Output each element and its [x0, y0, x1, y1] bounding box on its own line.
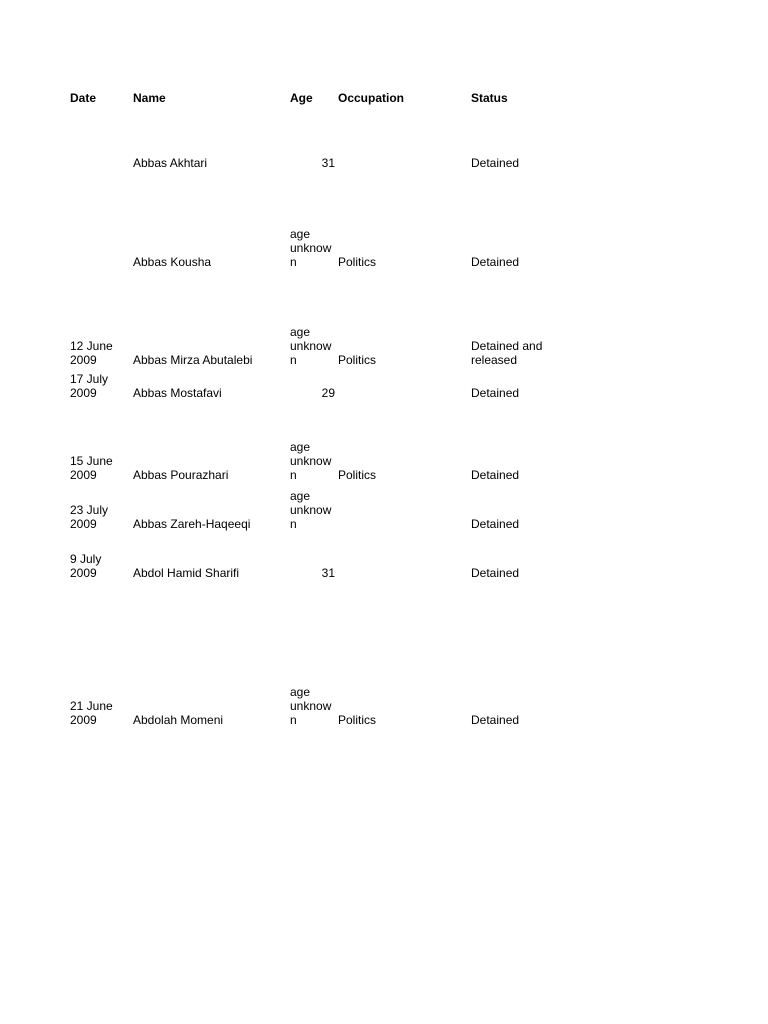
header-age: Age: [290, 91, 313, 105]
cell-name: Abbas Kousha: [133, 255, 212, 269]
cell-status: Detained: [471, 517, 520, 531]
cell-occupation: Politics: [338, 713, 377, 727]
table-row: [0, 660, 768, 727]
header-date: Date: [70, 91, 97, 105]
cell-age: age unknow n: [290, 227, 332, 269]
cell-status: Detained: [471, 713, 520, 727]
cell-age: 31: [321, 156, 335, 170]
header-occupation: Occupation: [338, 91, 405, 105]
table-row: [0, 120, 768, 170]
cell-date: 9 July 2009: [70, 552, 102, 580]
cell-age: 31: [321, 566, 335, 580]
cell-status: Detained: [471, 156, 520, 170]
cell-occupation: Politics: [338, 353, 377, 367]
cell-age: age unknow n: [290, 440, 332, 482]
table-row: [0, 486, 768, 531]
cell-date: 23 July 2009: [70, 503, 109, 531]
cell-name: Abdol Hamid Sharifi: [133, 566, 240, 580]
cell-age: 29: [321, 386, 335, 400]
cell-status: Detained: [471, 468, 520, 482]
table-header: [0, 91, 768, 107]
header-name: Name: [133, 91, 166, 105]
cell-age: age unknow n: [290, 489, 332, 531]
cell-date: 15 June 2009: [70, 454, 113, 482]
cell-name: Abdolah Momeni: [133, 713, 224, 727]
table-row: [0, 420, 768, 482]
cell-status: Detained: [471, 386, 520, 400]
cell-name: Abbas Akhtari: [133, 156, 208, 170]
table-row: [0, 370, 768, 400]
cell-date: 21 June 2009: [70, 699, 113, 727]
cell-occupation: Politics: [338, 468, 377, 482]
cell-name: Abbas Mirza Abutalebi: [133, 353, 253, 367]
cell-date: 12 June 2009: [70, 339, 113, 367]
cell-date: 17 July 2009: [70, 372, 109, 400]
cell-name: Abbas Mostafavi: [133, 386, 222, 400]
cell-name: Abbas Zareh-Haqeeqi: [133, 517, 251, 531]
table-row: [0, 300, 768, 367]
header-status: Status: [471, 91, 508, 105]
cell-status: Detained and released: [471, 339, 543, 367]
cell-occupation: Politics: [338, 255, 377, 269]
cell-name: Abbas Pourazhari: [133, 468, 229, 482]
cell-age: age unknow n: [290, 325, 332, 367]
cell-status: Detained: [471, 255, 520, 269]
table-row: [0, 540, 768, 580]
cell-age: age unknow n: [290, 685, 332, 727]
table-row: [0, 200, 768, 269]
cell-status: Detained: [471, 566, 520, 580]
